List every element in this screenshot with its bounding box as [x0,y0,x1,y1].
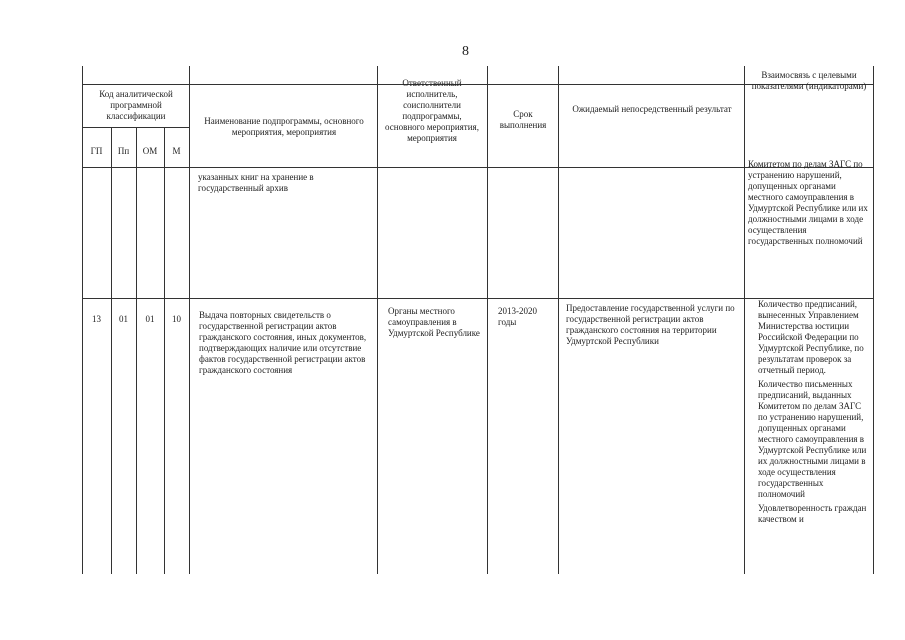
col-divider [189,66,190,574]
row2-result: Предоставление государственной услуги по государственной регистрации актов гражданского состояния на территории Удмуртской Республики [566,303,735,346]
header-code-group: Код аналитической программной классификации [99,89,173,121]
header-m: М [172,146,181,156]
row2-gp: 13 [92,314,101,324]
col-divider [164,127,165,574]
header-name: Наименование подпрограммы, основного мероприятия, мероприятия [204,116,364,137]
page-number: 8 [462,44,469,59]
row2-pp: 01 [119,314,128,324]
col-divider [136,127,137,574]
row1-relation: Комитетом по делам ЗАГС по устранению нарушений, допущенных органами местного самоуправления в Удмуртской Республике или их должностными лицами в ходе осуществления государственных полномочий [748,159,868,246]
table-border-right [873,66,874,574]
row2-relation [758,299,870,528]
col-divider [111,127,112,574]
col-divider [377,66,378,574]
row2-term: 2013-2020 годы [498,306,537,327]
col-divider [487,66,488,574]
row1-name: указанных книг на хранение в государственный архив [198,172,314,193]
code-header-divider [82,127,189,128]
row-divider [82,298,874,299]
header-gp: ГП [90,146,103,156]
header-om: ОМ [142,146,158,156]
row2-om: 01 [145,314,155,324]
row2-responsible: Органы местного самоуправления в Удмуртской Республике [388,306,480,338]
header-term: Срок выполнения [499,109,547,130]
row2-m: 10 [172,314,181,324]
header-pp: Пп [117,146,130,156]
header-relation: Взаимосвязь с целевыми показателями (индикаторами) [751,70,867,91]
col-divider [744,66,745,574]
header-responsible: Ответственный исполнитель, соисполнители подпрограммы, основного мероприятия, мероприятия [385,78,479,143]
row2-name: Выдача повторных свидетельств о государственной регистрации актов гражданского состояния, иных документов, подтверждающих наличие или отсутствие фактов государственной регистрации актов гражданского состояния [199,310,367,375]
relation-item: Количество письменных предписаний, выданных Комитетом по делам ЗАГС по устранению нарушений, допущенных органами местного самоуправления в Удмуртской Республике или их должностными лицами в ходе осуществления государственных полномочий [758,379,867,499]
col-divider [558,66,559,574]
relation-item: Количество предписаний, вынесенных Управлением Министерства юстиции Российской Федерации по Удмуртской Республике, по результатам проверок за отчетный период. [758,299,864,375]
header-result: Ожидаемый непосредственный результат [572,104,732,114]
relation-item: Удовлетворенность граждан качеством и [758,503,867,524]
program-table [82,66,874,574]
